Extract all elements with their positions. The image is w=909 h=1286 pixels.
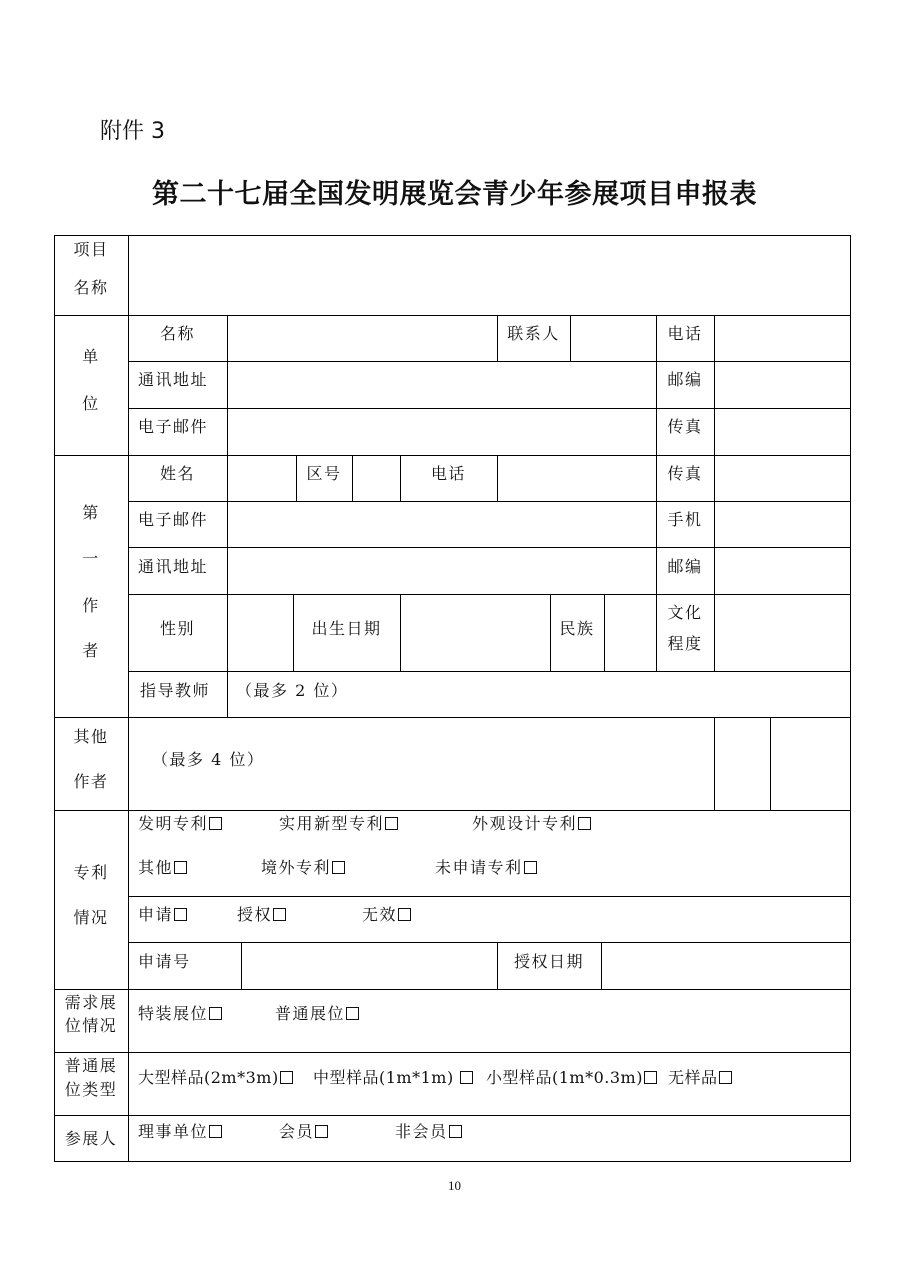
patent-label-line1: 专利: [73, 863, 109, 882]
unit-phone-label: 电话: [667, 324, 703, 343]
booth-need-label-line1: 需求展: [64, 993, 118, 1012]
project-name-label-line1: 项目: [73, 240, 109, 259]
patent-option-utility[interactable]: 实用新型专利: [279, 814, 398, 834]
checkbox-icon[interactable]: [273, 908, 286, 921]
checkbox-icon[interactable]: [644, 1071, 657, 1084]
project-name-field[interactable]: [130, 237, 849, 314]
patent-option-design[interactable]: 外观设计专利: [472, 814, 591, 834]
patent-option-foreign[interactable]: 境外专利: [261, 858, 345, 878]
first-author-label-char-1: 第: [82, 503, 100, 522]
unit-address-field[interactable]: [229, 363, 654, 407]
unit-postcode-field[interactable]: [716, 363, 848, 407]
advisor-note: （最多 2 位）: [236, 681, 349, 700]
unit-contact-label: 联系人: [507, 324, 560, 343]
form-title: 第二十七届全国发明展览会青少年参展项目申报表: [152, 179, 757, 210]
author-ethnicity-label: 民族: [559, 619, 595, 638]
checkbox-icon[interactable]: [578, 817, 591, 830]
author-birth-label: 出生日期: [311, 619, 382, 638]
checkbox-icon[interactable]: [460, 1071, 473, 1084]
booth-type-small[interactable]: 小型样品(1m*0.3m): [486, 1068, 657, 1088]
author-name-label: 姓名: [159, 464, 195, 483]
author-postcode-field[interactable]: [716, 549, 848, 593]
author-gender-label: 性别: [159, 619, 195, 638]
checkbox-icon[interactable]: [174, 861, 187, 874]
patent-label-line2: 情况: [73, 908, 109, 927]
patent-option-other[interactable]: 其他: [138, 858, 187, 878]
author-postcode-label: 邮编: [667, 557, 703, 576]
booth-type-medium[interactable]: 中型样品(1m*1m): [313, 1068, 473, 1088]
checkbox-icon[interactable]: [346, 1007, 359, 1020]
checkbox-icon[interactable]: [524, 861, 537, 874]
attachment-label: 附件 3: [100, 119, 165, 144]
page-number: 10: [448, 1178, 461, 1193]
booth-need-label-line2: 位情况: [64, 1016, 118, 1035]
checkbox-icon[interactable]: [315, 1125, 328, 1138]
author-education-label-line1: 文化: [667, 603, 703, 622]
patent-app-no-field[interactable]: [243, 944, 496, 988]
checkbox-icon[interactable]: [385, 817, 398, 830]
checkbox-icon[interactable]: [209, 1007, 222, 1020]
patent-option-invention[interactable]: 发明专利: [138, 814, 222, 834]
unit-name-label: 名称: [159, 324, 195, 343]
author-gender-field[interactable]: [229, 596, 292, 670]
checkbox-icon[interactable]: [719, 1071, 732, 1084]
checkbox-icon[interactable]: [209, 817, 222, 830]
author-fax-field[interactable]: [716, 457, 848, 500]
patent-grant-date-field[interactable]: [603, 944, 848, 988]
exhibitor-option-council[interactable]: 理事单位: [138, 1122, 222, 1142]
author-mobile-label: 手机: [667, 510, 703, 529]
author-area-code-field[interactable]: [354, 457, 398, 500]
patent-option-none[interactable]: 未申请专利: [435, 858, 537, 878]
booth-type-large[interactable]: 大型样品(2m*3m): [138, 1068, 293, 1088]
author-mobile-field[interactable]: [716, 503, 848, 546]
booth-type-label-line2: 位类型: [64, 1080, 118, 1099]
unit-contact-field[interactable]: [572, 317, 654, 360]
author-area-code-label: 区号: [306, 464, 342, 483]
exhibitor-option-nonmember[interactable]: 非会员: [395, 1122, 462, 1142]
booth-option-special[interactable]: 特装展位: [138, 1004, 222, 1024]
patent-status-granted[interactable]: 授权: [237, 905, 286, 925]
author-email-label: 电子邮件: [138, 510, 209, 529]
unit-phone-field[interactable]: [716, 317, 848, 360]
booth-type-none[interactable]: 无样品: [668, 1068, 732, 1088]
checkbox-icon[interactable]: [280, 1071, 293, 1084]
project-name-label-line2: 名称: [73, 278, 109, 297]
first-author-label-char-3: 作: [82, 596, 100, 615]
booth-option-standard[interactable]: 普通展位: [275, 1004, 359, 1024]
other-authors-label-line1: 其他: [73, 727, 109, 746]
booth-type-label-line1: 普通展: [64, 1056, 118, 1075]
unit-email-field[interactable]: [229, 410, 654, 454]
patent-status-applied[interactable]: 申请: [138, 905, 187, 925]
author-address-label: 通讯地址: [138, 557, 209, 576]
patent-grant-date-label: 授权日期: [513, 952, 584, 971]
unit-label-char-1: 单: [82, 347, 100, 366]
checkbox-icon[interactable]: [449, 1125, 462, 1138]
author-birth-field[interactable]: [402, 596, 549, 670]
author-education-field[interactable]: [716, 596, 848, 670]
unit-email-label: 电子邮件: [138, 417, 209, 436]
exhibitor-option-member[interactable]: 会员: [279, 1122, 328, 1142]
checkbox-icon[interactable]: [398, 908, 411, 921]
other-authors-field[interactable]: [130, 719, 712, 809]
unit-postcode-label: 邮编: [667, 370, 703, 389]
unit-label-char-2: 位: [82, 394, 100, 413]
advisor-label: 指导教师: [140, 681, 211, 700]
checkbox-icon[interactable]: [209, 1125, 222, 1138]
author-fax-label: 传真: [667, 464, 703, 483]
author-email-field[interactable]: [229, 503, 654, 546]
author-education-label-line2: 程度: [667, 634, 703, 653]
checkbox-icon[interactable]: [332, 861, 345, 874]
author-phone-label: 电话: [430, 464, 466, 483]
other-authors-label-line2: 作者: [73, 772, 109, 791]
author-name-field[interactable]: [229, 457, 294, 500]
checkbox-icon[interactable]: [174, 908, 187, 921]
first-author-label-char-4: 者: [82, 641, 100, 660]
other-authors-note: （最多 4 位）: [152, 750, 265, 769]
author-address-field[interactable]: [229, 549, 654, 593]
patent-app-no-label: 申请号: [138, 952, 191, 971]
unit-fax-label: 传真: [667, 417, 703, 436]
unit-address-label: 通讯地址: [138, 370, 209, 389]
author-phone-field[interactable]: [499, 457, 654, 500]
first-author-label-char-2: 一: [82, 549, 100, 568]
exhibitor-label: 参展人: [64, 1129, 118, 1148]
unit-fax-field[interactable]: [716, 410, 848, 454]
advisor-field[interactable]: [229, 673, 848, 716]
patent-status-invalid[interactable]: 无效: [362, 905, 411, 925]
author-ethnicity-field[interactable]: [606, 596, 655, 670]
unit-name-field[interactable]: [229, 317, 495, 360]
